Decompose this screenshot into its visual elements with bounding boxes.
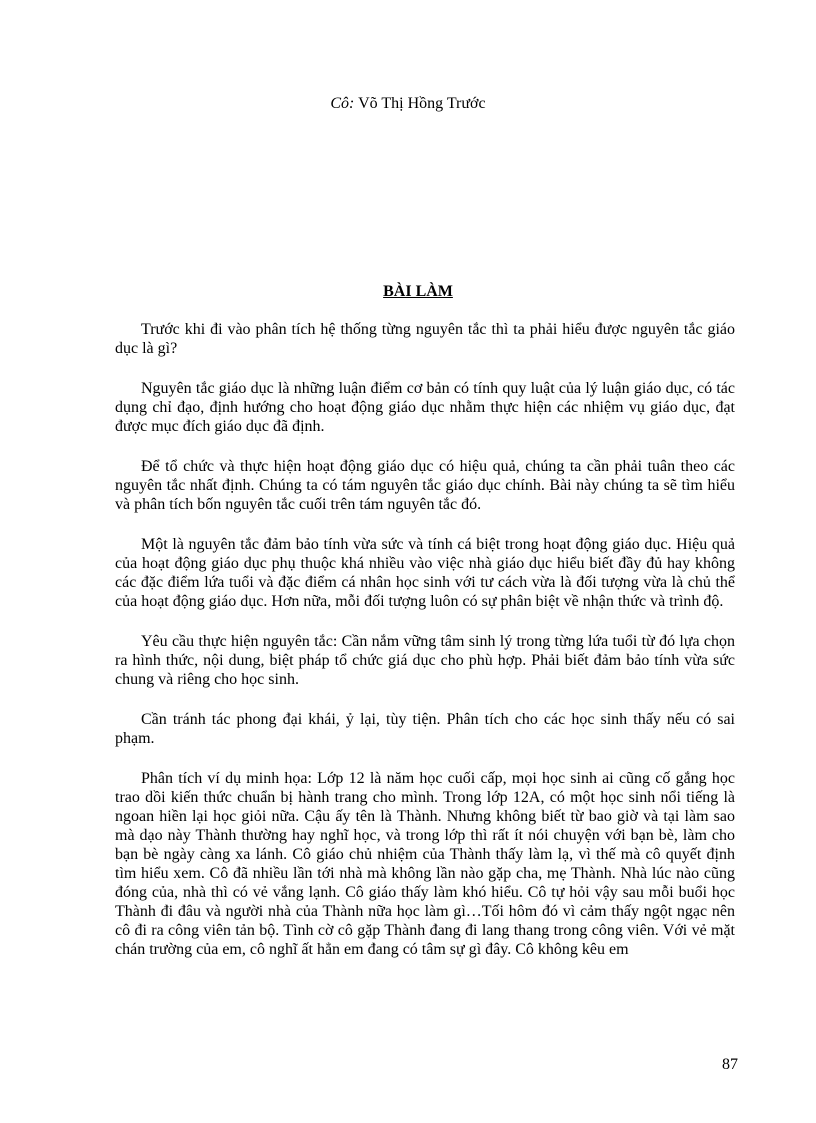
paragraph: Yêu cầu thực hiện nguyên tắc: Cần nắm vững tâm sinh lý trong từng lứa tuổi từ đó lựa chọn ra hình thức, nội dung, biệt pháp tổ chức giá dục cho phù hợp. Phải biết đảm bảo tính vừa sức chung và riêng cho học sinh. [115,633,735,688]
header-label: Cô: [330,95,355,112]
document-body [115,320,735,980]
page-header [0,95,816,113]
paragraph: Một là nguyên tắc đảm bảo tính vừa sức và tính cá biệt trong hoạt động giáo dục. Hiệu quả của hoạt động giáo dục phụ thuộc khá nhiều vào việc nhà giáo dục hiểu biết đầy đủ hay không các đặc điểm lứa tuổi và đặc điểm cá nhân học sinh với tư cách vừa là đối tượng vừa là chủ thể của hoạt động giáo dục. Hơn nữa, mỗi đối tượng luôn có sự phân biệt về nhận thức và trình độ. [115,536,735,610]
header-teacher-name: Võ Thị Hồng Trước [358,95,486,112]
paragraph: Để tổ chức và thực hiện hoạt động giáo dục có hiệu quả, chúng ta cần phải tuân theo các nguyên tắc nhất định. Chúng ta có tám nguyên tắc giáo dục chính. Bài này chúng ta sẽ tìm hiểu và phân tích bốn nguyên tắc cuối trên tám nguyên tắc đó. [115,458,735,513]
paragraph: Nguyên tắc giáo dục là những luận điểm cơ bản có tính quy luật của lý luận giáo dục, có tác dụng chỉ đạo, định hướng cho hoạt động giáo dục nhằm thực hiện các nhiệm vụ giáo dục, đạt được mục đích giáo dục đã định. [115,380,735,435]
paragraph: Phân tích ví dụ minh họa: Lớp 12 là năm học cuối cấp, mọi học sinh ai cũng cố gắng học trao dồi kiến thức chuẩn bị hành trang cho mình. Trong lớp 12A, có một học sinh nổi tiếng là ngoan hiền lại học giỏi nữa. Cậu ấy tên là Thành. Nhưng không biết từ bao giờ và tại làm sao mà dạo này Thành thường hay nghĩ học, và trong lớp thì rất ít nói chuyện với bạn bè, làm cho bạn bè ngày càng xa lánh. Cô giáo chủ nhiệm của Thành thấy làm lạ, vì thế mà cô quyết định tìm hiểu xem. Cô đã nhiều lần tới nhà mà không lần nào gặp cha, mẹ Thành. Nhà lúc nào cũng đóng của, nhà thì có vẻ vắng lạnh. Cô giáo thấy làm khó hiểu. Cô tự hỏi vậy sau mỗi buổi học Thành đi đâu và người nhà của Thành nữa học làm gì…Tối hôm đó vì cảm thấy ngột ngạc nên cô đi ra công viên tản bộ. Tình cờ cô gặp Thành đang đi lang thang trong công viên. Với vẻ mặt chán trường của em, cô nghĩ ất hẳn em đang có tâm sự gì đây. Cô không kêu em [115,770,735,958]
paragraph: Trước khi đi vào phân tích hệ thống từng nguyên tắc thì ta phải hiểu được nguyên tắc giáo dục là gì? [115,321,735,357]
page-number: 87 [722,1056,738,1073]
section-title: BÀI LÀM [383,283,453,300]
paragraph: Cần tránh tác phong đại khái, ỷ lại, tùy tiện. Phân tích cho các học sinh thấy nếu có sai phạm. [115,711,735,747]
